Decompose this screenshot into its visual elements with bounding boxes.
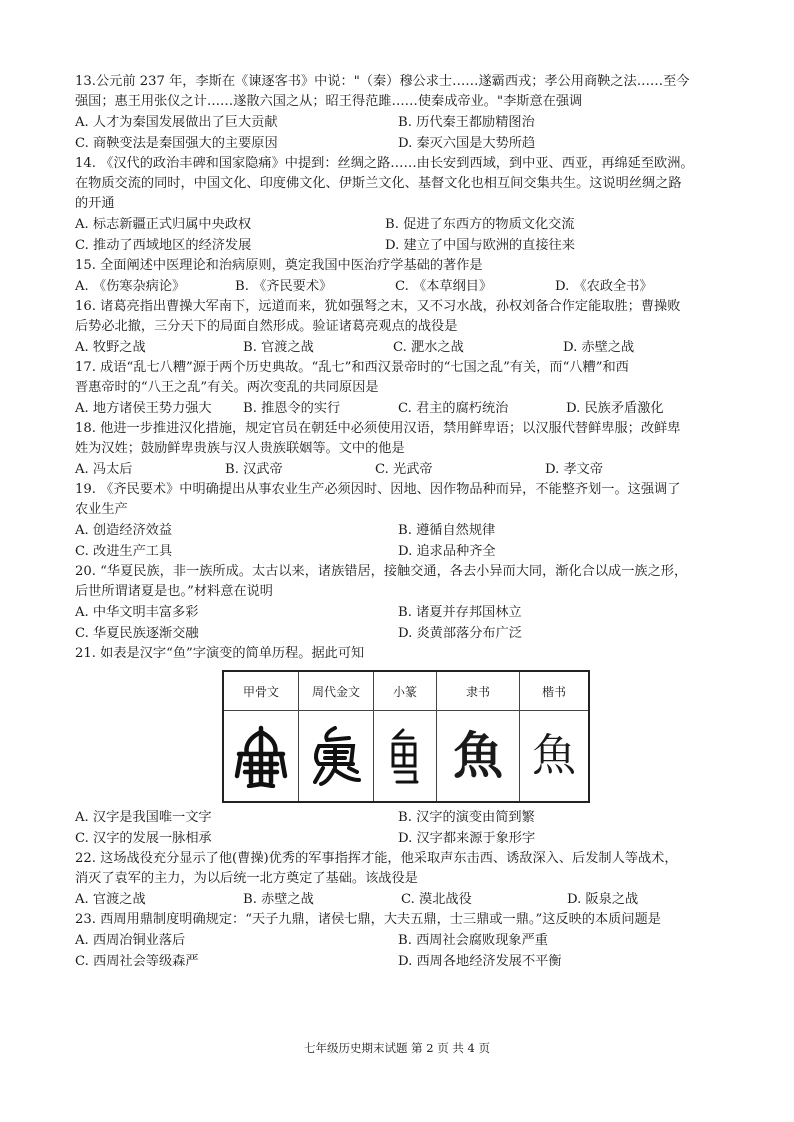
- question-text: 17. 成语“乱七八糟”源于两个历史典故。“乱七”和西汉景帝时的“七国之乱”有关，而“八糟”和西: [75, 360, 629, 375]
- option-b: B. 诸夏并存邦国林立: [398, 605, 522, 620]
- question-text: 18. 他进一步推进汉化措施，规定官员在朝廷中必须使用汉语，禁用鲜卑语；以汉服代替鲜卑服；改鲜卑: [75, 421, 681, 436]
- header-oracle-bone: 甲骨文: [223, 671, 299, 711]
- option-d: D. 秦灭六国是大势所趋: [398, 136, 536, 151]
- small-seal-fish-glyph: [374, 711, 437, 803]
- question-text: 20. “华夏民族，非一族所成。太古以来，诸族错居，接触交通，各去小异而大同，渐化合以成一族之形，: [75, 564, 688, 579]
- option-d: D. 赤壁之战: [563, 340, 635, 355]
- question-15: [75, 256, 721, 297]
- option-b: B. 遵循自然规律: [398, 523, 496, 538]
- question-text: 13.公元前 237 年，李斯在《谏逐客书》中说："（秦）穆公求士……遂霸西戎；孝公用商鞅之法……至今: [75, 74, 690, 89]
- options-row: [75, 459, 721, 480]
- options-row: [75, 276, 721, 297]
- question-text: 的开通: [75, 196, 115, 211]
- option-d: D. 阪泉之战: [567, 892, 639, 907]
- options-row: [75, 951, 721, 972]
- option-d: D. 孝文帝: [545, 462, 604, 477]
- question-text: 农业生产: [75, 502, 128, 517]
- option-a: A. 标志新疆正式归属中央政权: [75, 217, 252, 232]
- clerical-fish-glyph: 魚: [437, 711, 520, 803]
- option-d: D. 建立了中国与欧洲的直接往来: [385, 238, 575, 253]
- question-text: 15. 全面阐述中医理论和治病原则，奠定我国中医治疗学基础的著作是: [75, 258, 483, 273]
- question-text: 强国；惠王用张仪之计……遂散六国之从；昭王得范雎……使秦成帝业。"李斯意在强调: [75, 94, 583, 109]
- option-b: B. 历代秦王都励精图治: [398, 115, 535, 130]
- options-row: [75, 889, 721, 910]
- header-regular: 楷书: [520, 671, 590, 711]
- option-a: A. 西周冶铜业落后: [75, 933, 186, 948]
- option-d: D. 《农政全书》: [555, 279, 653, 294]
- option-c: C. 《本草纲目》: [395, 279, 493, 294]
- question-17: [75, 358, 721, 419]
- option-b: B. 推恩令的实行: [243, 401, 341, 416]
- question-text: 22. 这场战役充分显示了他(曹操)优秀的军事指挥才能，他采取声东击西、诱敌深入、后发制人等战术，: [75, 851, 678, 866]
- question-text: 21. 如表是汉字“鱼”字演变的简单历程。据此可知: [75, 646, 365, 661]
- exam-page: [75, 72, 721, 972]
- question-22: [75, 849, 721, 910]
- option-c: C. 漠北战役: [401, 892, 472, 907]
- option-a: A. 汉字是我国唯一文字: [75, 810, 212, 825]
- header-clerical: 隶书: [437, 671, 520, 711]
- option-a: A. 《伤寒杂病论》: [75, 279, 186, 294]
- page-footer: 七年级历史期末试题 第 2 页 共 4 页: [303, 1041, 491, 1055]
- option-a: A. 官渡之战: [75, 892, 146, 907]
- character-evolution-table: [222, 670, 590, 803]
- question-text: 后世所谓诸夏是也。”材料意在说明: [75, 584, 273, 599]
- regular-fish-glyph: 魚: [520, 711, 590, 803]
- question-text: 14. 《汉代的政治丰碑和国家隐痛》中提到：丝绸之路……由长安到西域，到中亚、西亚，再绵延至欧洲。: [75, 156, 694, 171]
- header-bronze: 周代金文: [299, 671, 374, 711]
- question-16: [75, 297, 721, 358]
- question-20: [75, 562, 721, 644]
- question-text: 16. 诸葛亮指出曹操大军南下，远道而来，犹如强弩之末，又不习水战，孙权刘备合作定能取胜；曹操败: [75, 299, 681, 314]
- question-text: 姓为汉姓；鼓励鲜卑贵族与汉人贵族联姻等。文中的他是: [75, 441, 405, 456]
- option-d: D. 追求品种齐全: [398, 544, 496, 559]
- option-d: D. 汉字都来源于象形字: [398, 831, 536, 846]
- options-row: [75, 398, 721, 419]
- options-row: [75, 930, 721, 951]
- question-text: 23. 西周用鼎制度明确规定：“天子九鼎，诸侯七鼎，大夫五鼎，士三鼎或一鼎。”这反映的本质问题是: [75, 912, 661, 927]
- question-text: 19. 《齐民要术》中明确提出从事农业生产必须因时、因地、因作物品种而异，不能整齐划一。这强调了: [75, 482, 681, 497]
- option-d: D. 民族矛盾激化: [566, 401, 664, 416]
- option-a: A. 冯太后: [75, 462, 133, 477]
- question-text: 在物质交流的同时，中国文化、印度佛文化、伊斯兰文化、基督文化也相互间交集共生。这说明丝绸之路: [75, 176, 682, 191]
- option-a: A. 创造经济效益: [75, 523, 173, 538]
- options-row: [75, 623, 721, 644]
- option-c: C. 推动了西域地区的经济发展: [75, 238, 252, 253]
- options-row: [75, 112, 721, 133]
- question-18: [75, 419, 721, 480]
- option-c: C. 汉字的发展一脉相承: [75, 831, 212, 846]
- options-row: [75, 235, 721, 256]
- question-19: [75, 480, 721, 562]
- question-text: 后势必北撤，三分天下的局面自然形成。验证诸葛亮观点的战役是: [75, 319, 458, 334]
- bronze-fish-glyph: [299, 711, 374, 803]
- table-glyph-row: [223, 711, 589, 803]
- options-row: [75, 337, 721, 358]
- option-b: B. 官渡之战: [243, 340, 314, 355]
- option-c: C. 西周社会等级森严: [75, 954, 199, 969]
- option-b: B. 赤壁之战: [243, 892, 314, 907]
- options-row: [75, 520, 721, 541]
- option-b: B. 汉字的演变由简到繁: [398, 810, 535, 825]
- question-21: [75, 644, 721, 849]
- option-b: B. 西周社会腐败现象严重: [398, 933, 548, 948]
- question-14: [75, 154, 721, 256]
- options-row: [75, 541, 721, 562]
- option-c: C. 华夏民族逐渐交融: [75, 626, 199, 641]
- header-small-seal: 小篆: [374, 671, 437, 711]
- question-23: [75, 910, 721, 972]
- option-c: C. 君主的腐朽统治: [398, 401, 509, 416]
- question-text: 消灭了袁军的主力，为以后统一北方奠定了基础。该战役是: [75, 871, 418, 886]
- question-text: 晋惠帝时的“八王之乱”有关。两次变乱的共同原因是: [75, 380, 379, 395]
- question-13: [75, 72, 721, 154]
- table-header-row: [223, 671, 589, 711]
- option-c: C. 光武帝: [375, 462, 433, 477]
- option-c: C. 淝水之战: [393, 340, 464, 355]
- option-c: C. 改进生产工具: [75, 544, 173, 559]
- option-c: C. 商鞅变法是秦国强大的主要原因: [75, 136, 278, 151]
- option-a: A. 人才为秦国发展做出了巨大贡献: [75, 115, 278, 130]
- options-row: [75, 214, 721, 235]
- options-row: [75, 602, 721, 623]
- options-row: [75, 133, 721, 154]
- option-a: A. 牧野之战: [75, 340, 146, 355]
- option-a: A. 中华文明丰富多彩: [75, 605, 199, 620]
- options-row: [75, 828, 721, 849]
- option-b: B. 《齐民要术》: [235, 279, 333, 294]
- option-d: D. 炎黄部落分布广泛: [398, 626, 522, 641]
- option-b: B. 汉武帝: [225, 462, 283, 477]
- option-a: A. 地方诸侯王势力强大: [75, 401, 212, 416]
- oracle-bone-fish-glyph: [223, 711, 299, 803]
- option-b: B. 促进了东西方的物质文化交流: [385, 217, 575, 232]
- options-row: [75, 807, 721, 828]
- option-d: D. 西周各地经济发展不平衡: [398, 954, 562, 969]
